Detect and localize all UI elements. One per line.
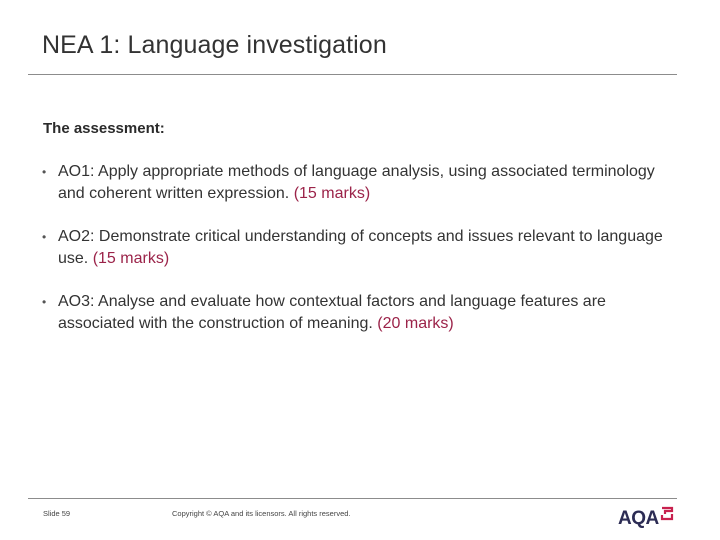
marks-label: (20 marks) — [377, 315, 454, 332]
slide-number: Slide 59 — [43, 509, 71, 518]
footer-divider — [28, 498, 677, 499]
copyright-notice: Copyright © AQA and its licensors. All rights reserved. — [172, 509, 351, 518]
bullet-text: AO3: Analyse and evaluate how contextual factors and language features are associated with the construction of meaning. — [58, 293, 606, 332]
bullet-ao3 — [42, 291, 682, 335]
title-divider — [28, 74, 677, 75]
bullet-ao1 — [42, 161, 682, 205]
marks-label: (15 marks) — [293, 185, 371, 202]
bullet-text: AO2: Demonstrate critical understanding of concepts and issues relevant to language use. — [58, 228, 663, 267]
logo-text: AQA — [618, 508, 659, 529]
bullet-marker: • — [42, 295, 47, 309]
bullet-marker: • — [42, 165, 47, 179]
aqa-logo — [618, 506, 674, 529]
bullet-ao2 — [42, 226, 682, 270]
marks-label: (15 marks) — [92, 250, 170, 267]
section-heading: The assessment: — [43, 120, 165, 137]
bullet-marker: • — [42, 230, 47, 244]
bullet-text: AO1: Apply appropriate methods of language analysis, using associated terminology and coherent written expression. — [58, 163, 655, 202]
slide-title: NEA 1: Language investigation — [42, 31, 387, 59]
assessment-objectives-list — [42, 161, 682, 335]
aqa-logo-mark-icon — [660, 506, 674, 527]
